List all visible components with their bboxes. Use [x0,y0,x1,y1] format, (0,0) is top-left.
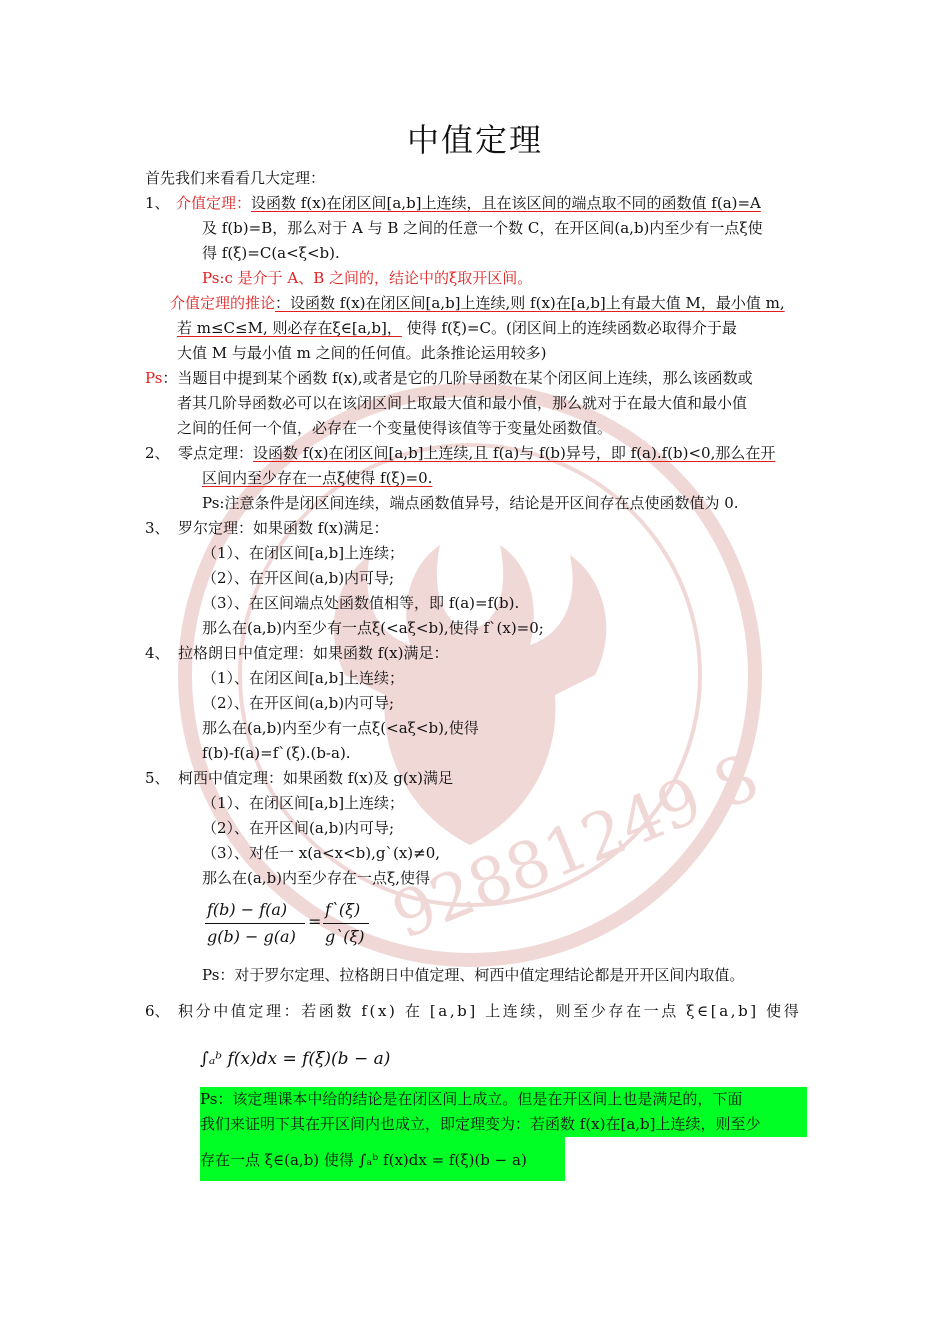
cauchy-equals: = [308,912,322,931]
theorem-5-number: 5、 [145,769,170,787]
theorem-4-head: 拉格朗日中值定理：如果函数 f(x)满足： [178,644,449,662]
theorem-2-line-1 [178,443,775,463]
theorem-1-line-3: 得 f(ξ)=C(a<ξ<b). [202,244,340,262]
cauchy-formula [205,900,375,950]
theorem-2-ps: Ps:注意条件是闭区间连续，端点函数值异号，结论是开区间存在点使函数值为 0. [202,494,739,512]
theorem-3-cond-1: （1）、在闭区间[a,b]上连续； [202,544,405,562]
theorem-2-text-1: 设函数 f(x)在闭区间[a,b]上连续,且 f(a)与 f(b)异号，即 f(a).f(b)<0,那么在开 [253,444,776,462]
ps-line-2: 者其几阶导函数必可以在该闭区间上取最大值和最小值，那么就对于在最大值和最小值 [177,394,748,412]
theorem-3-number: 3、 [145,519,170,537]
highlight-text-3: 存在一点 ξ∈(a,b) 使得 ∫ₐᵇ f(x)dx = f(ξ)(b − a) [200,1151,527,1169]
corollary-line-3: 大值 M 与最小值 m 之间的任何值。此条推论运用较多) [177,344,547,362]
theorem-6-line-1: 积分中值定理：若函数 f(x) 在 [a,b] 上连续，则至少存在一点 ξ∈[a,b] 使得 [178,1002,802,1020]
cauchy-right-denominator: g`(ξ) [325,927,365,946]
ps-line-3: 之间的任何一个值，必存在一个变量使得该值等于变量处函数值。 [177,419,613,437]
theorem-2-number: 2、 [145,444,170,462]
theorem-4-cond-1: （1）、在闭区间[a,b]上连续； [202,669,405,687]
theorem-5-cond-3: （3）、对任一 x(a<x<b),g`(x)≠0, [202,844,441,862]
ps-label: Ps [145,369,163,387]
theorem-5-cond-2: （2）、在开区间(a,b)内可导; [202,819,395,837]
theorem-4-number: 4、 [145,644,170,662]
intro-text: 首先我们来看看几大定理： [145,169,326,187]
highlight-text-1: Ps：该定理课本中给的结论是在闭区间上成立。但是在开区间上也是满足的，下面 [200,1090,743,1108]
svg-text:92881249 8: 92881249 8 [382,740,769,955]
corollary-text-2b: 使得 f(ξ)=C。(闭区间上的连续函数必取得介于最 [401,319,737,337]
cauchy-left-numerator: f(b) − f(a) [207,900,288,919]
corollary-text-1: ：设函数 f(x)在闭区间[a,b]上连续,则 f(x)在[a,b]上有最大值 M，最小值 m, [275,294,785,312]
highlight-line-1 [200,1087,807,1112]
integral-formula: ∫ₐᵇ f(x)dx = f(ξ)(b − a) [200,1049,391,1069]
ps-text-1: ：当题目中提到某个函数 f(x),或者是它的几阶导函数在某个闭区间上连续，那么该函数或 [162,369,753,387]
cauchy-left-bar [205,923,305,924]
theorem-5-cond-1: （1）、在闭区间[a,b]上连续； [202,794,405,812]
theorem-3-cond-2: （2）、在开区间(a,b)内可导; [202,569,395,587]
highlight-text-2: 我们来证明下其在开区间内也成立，即定理变为：若函数 f(x)在[a,b]上连续，则至少 [200,1115,761,1133]
theorem-1-name: 介值定理： [176,194,252,212]
theorem-1-line-1 [176,193,761,213]
theorem-2-line-2: 区间内至少存在一点ξ使得 f(ξ)=0. [202,469,433,487]
cauchy-right-bar [323,923,369,924]
cauchy-left-denominator: g(b) − g(a) [207,927,296,946]
theorem-5-head: 柯西中值定理：如果函数 f(x)及 g(x)满足 [178,769,454,787]
theorem-1-ps: Ps:c 是介于 A、B 之间的，结论中的ξ取开区间。 [202,269,533,287]
theorem-3-head: 罗尔定理：如果函数 f(x)满足： [178,519,389,537]
page-title: 中值定理 [406,121,543,159]
theorem-1-number: 1、 [145,194,170,212]
corollary-line-2 [177,318,737,338]
theorem-3-conclusion: 那么在(a,b)内至少有一点ξ(<aξ<b),使得 f`(x)=0; [202,619,544,637]
corollary-text-2a: 若 m≤C≤M, 则必存在ξ∈[a,b]， [177,319,402,337]
theorem-2-name: 零点定理： [178,444,254,462]
theorem-6-number: 6、 [145,1002,170,1020]
theorem-4-formula: f(b)-f(a)=f`(ξ).(b-a). [202,744,351,762]
theorem-3-cond-3: （3）、在区间端点处函数值相等，即 f(a)=f(b). [202,594,520,612]
cauchy-right-numerator: f`(ξ) [325,900,361,919]
theorem-5-ps: Ps：对于罗尔定理、拉格朗日中值定理、柯西中值定理结论都是开开区间内取值。 [202,966,745,984]
theorem-1-text: 设函数 f(x)在闭区间[a,b]上连续，且在该区间的端点取不同的函数值 f(a)=A [251,194,761,212]
highlight-line-2 [200,1112,807,1137]
theorem-1-line-2: 及 f(b)=B，那么对于 A 与 B 之间的任意一个数 C，在开区间(a,b)内至少有一点ξ使 [202,219,763,237]
corollary-name: 介值定理的推论 [170,294,276,312]
theorem-4-cond-2: （2）、在开区间(a,b)内可导; [202,694,395,712]
ps-line-1 [145,368,753,388]
theorem-5-conclusion: 那么在(a,b)内至少存在一点ξ,使得 [202,869,431,887]
highlight-line-3 [200,1137,565,1181]
corollary-line-1 [170,293,785,313]
theorem-4-conclusion: 那么在(a,b)内至少有一点ξ(<aξ<b),使得 [202,719,479,737]
